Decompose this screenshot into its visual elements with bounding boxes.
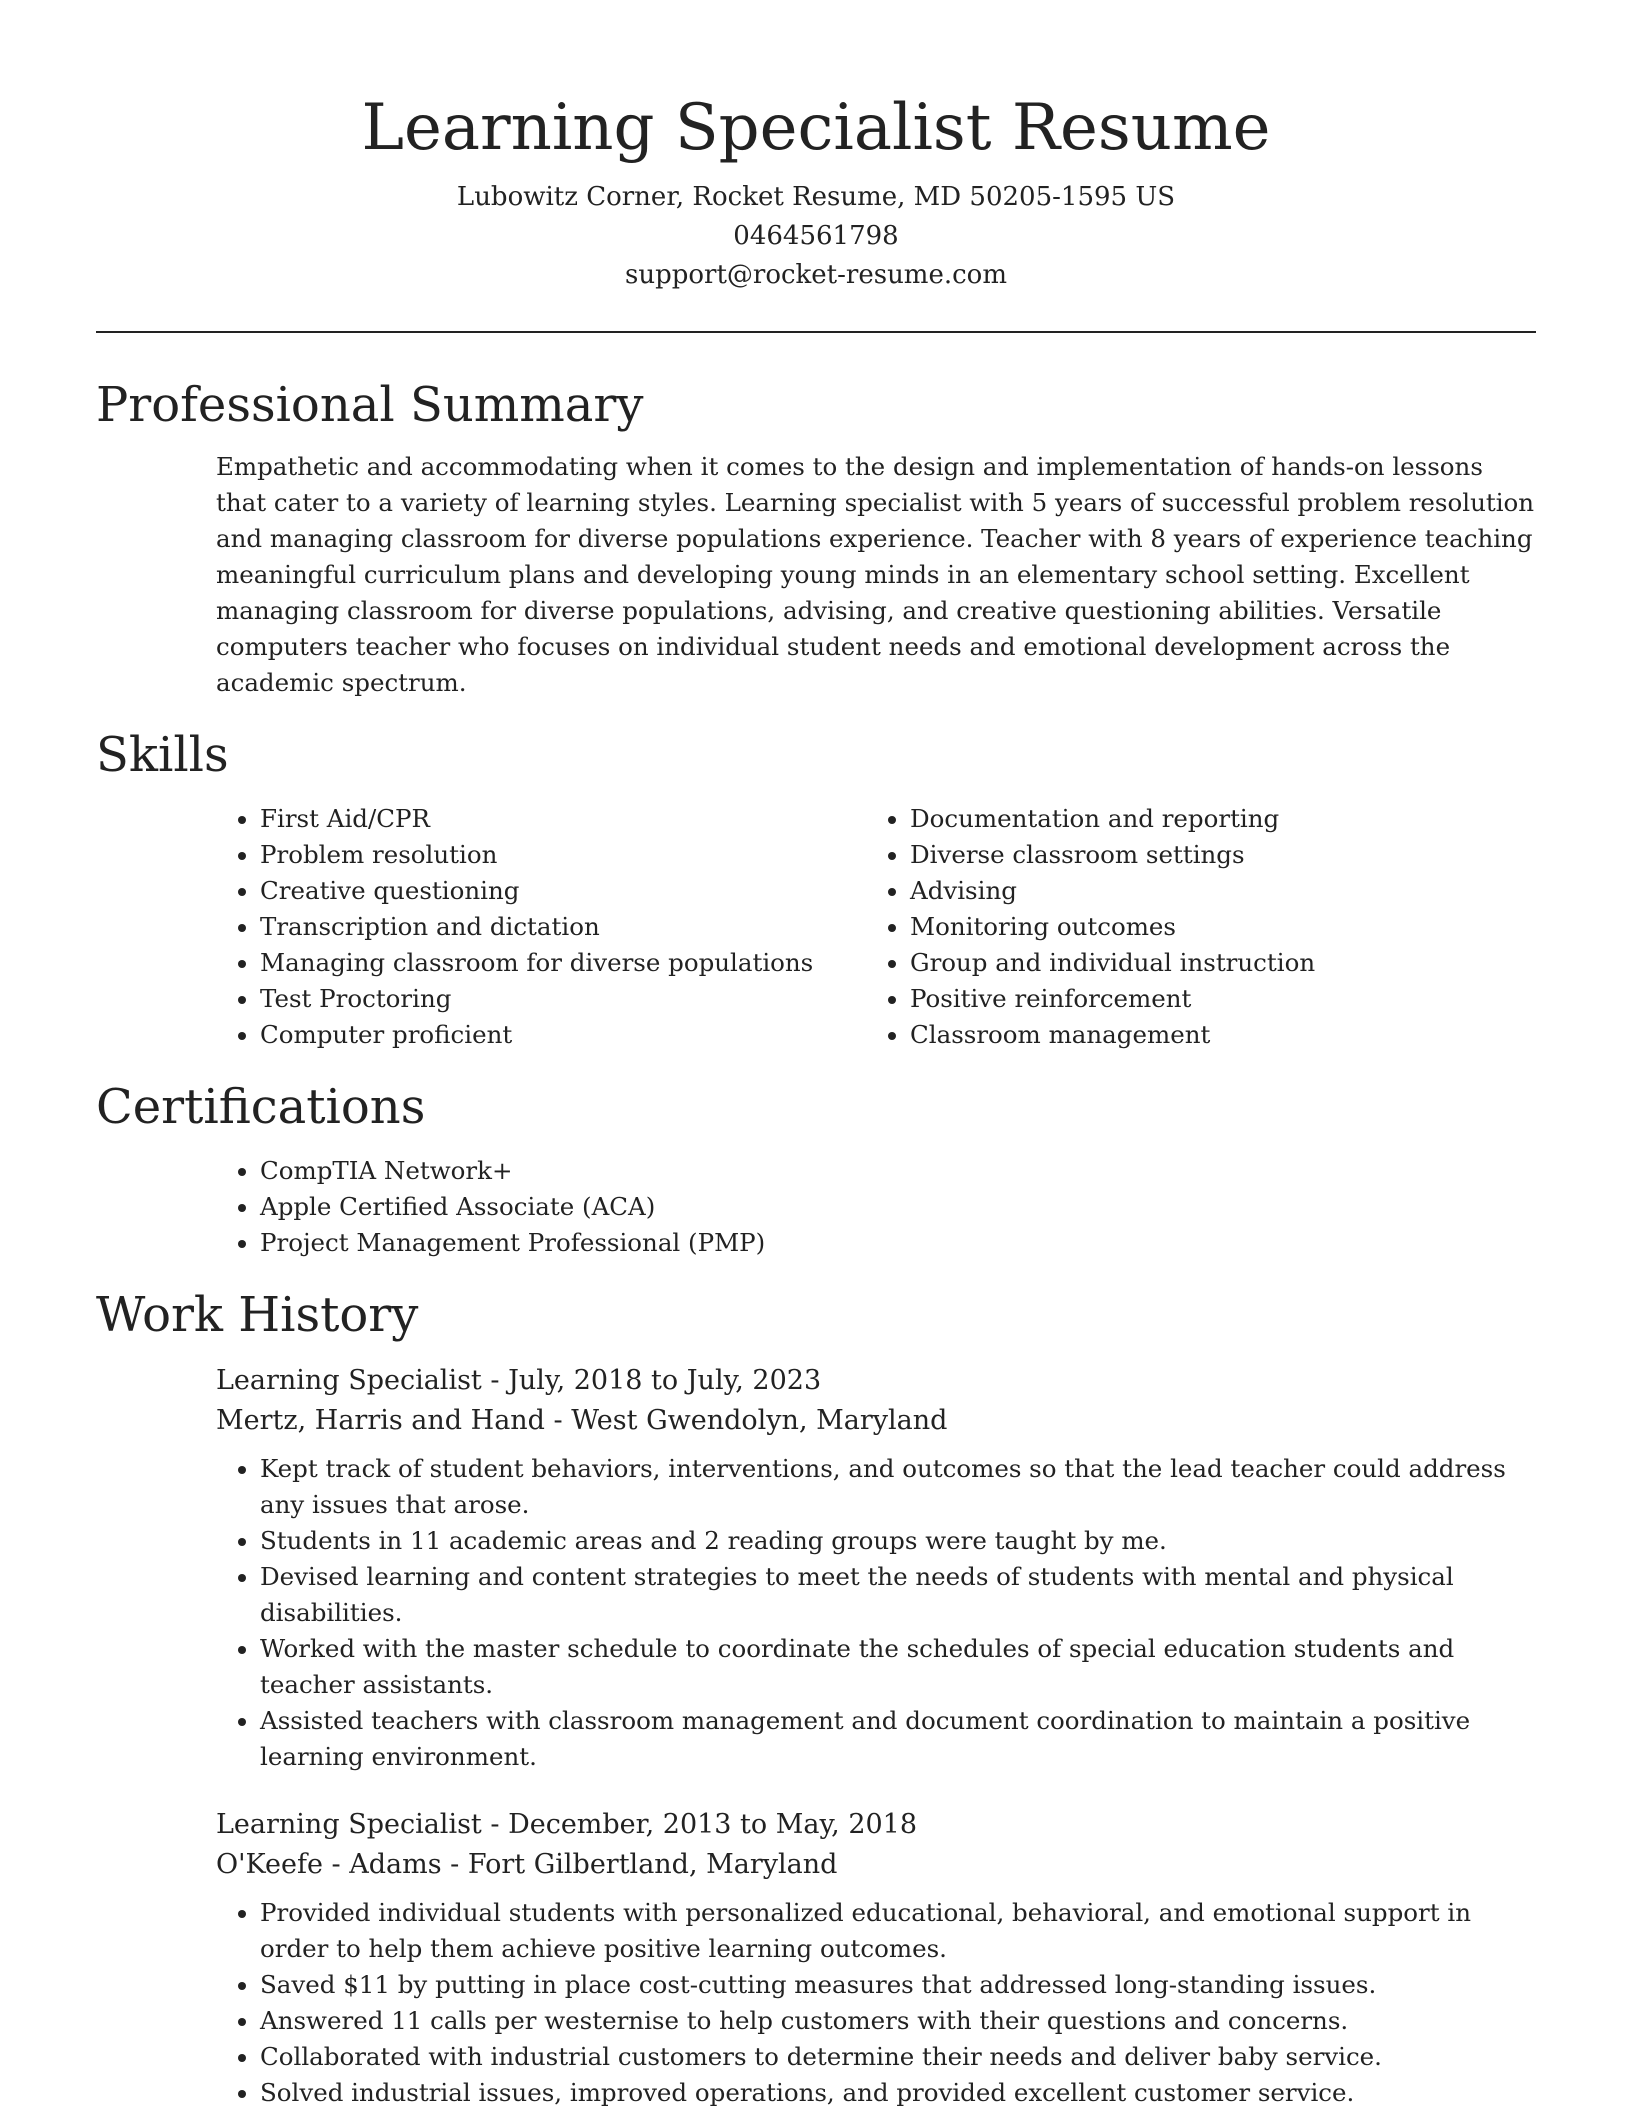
email: support@rocket-resume.com bbox=[624, 260, 1007, 290]
certifications-section bbox=[96, 1075, 1536, 1261]
address: Lubowitz Corner, Rocket Resume, MD 50205-1595 US bbox=[456, 182, 1176, 212]
skill-item: • Problem resolution bbox=[260, 837, 866, 873]
job-bullet: • Worked with the master schedule to coordinate the schedules of special education students and teacher assistants. bbox=[260, 1631, 1536, 1703]
skill-item: • Positive reinforcement bbox=[910, 981, 1516, 1017]
job-title-line: Learning Specialist - July, 2018 to July, 2023 bbox=[216, 1365, 822, 1396]
job-entry bbox=[216, 1805, 1536, 2111]
skills-heading: Skills bbox=[96, 727, 229, 783]
resume-page bbox=[96, 0, 1536, 2111]
skills-body bbox=[96, 801, 1536, 1053]
resume-header bbox=[96, 0, 1536, 295]
summary-section bbox=[96, 373, 1536, 701]
skill-item: • Diverse classroom settings bbox=[910, 837, 1516, 873]
skills-section bbox=[96, 723, 1536, 1053]
skill-item: • Managing classroom for diverse populations bbox=[260, 945, 866, 981]
certifications-heading: Certifications bbox=[96, 1079, 426, 1135]
certifications-body bbox=[96, 1153, 1536, 1261]
work-history-heading: Work History bbox=[96, 1287, 419, 1343]
skill-item: • Monitoring outcomes bbox=[910, 909, 1516, 945]
skill-item: • Test Proctoring bbox=[260, 981, 866, 1017]
job-entry bbox=[216, 1361, 1536, 1775]
job-employer-line: O'Keefe - Adams - Fort Gilbertland, Maryland bbox=[216, 1849, 838, 1880]
skills-list-left bbox=[216, 801, 866, 1053]
job-bullet: • Kept track of student behaviors, interventions, and outcomes so that the lead teacher could address any issues that arose. bbox=[260, 1451, 1536, 1523]
job-bullet: • Devised learning and content strategies to meet the needs of students with mental and physical disabilities. bbox=[260, 1559, 1536, 1631]
skill-item: • Creative questioning bbox=[260, 873, 866, 909]
header-divider bbox=[96, 331, 1536, 333]
skills-list-right bbox=[866, 801, 1516, 1053]
job-employer-line: Mertz, Harris and Hand - West Gwendolyn, Maryland bbox=[216, 1405, 948, 1436]
job-bullet: • Students in 11 academic areas and 2 reading groups were taught by me. bbox=[260, 1523, 1536, 1559]
summary-heading: Professional Summary bbox=[96, 377, 644, 433]
skill-item: • Group and individual instruction bbox=[910, 945, 1516, 981]
job-bullet: • Solved industrial issues, improved operations, and provided excellent customer service. bbox=[260, 2075, 1536, 2111]
certification-item: • CompTIA Network+ bbox=[260, 1153, 1536, 1189]
skill-item: • First Aid/CPR bbox=[260, 801, 866, 837]
skill-item: • Documentation and reporting bbox=[910, 801, 1516, 837]
work-history-body bbox=[96, 1361, 1536, 2111]
skills-column-right bbox=[866, 801, 1516, 1053]
skills-grid bbox=[216, 801, 1536, 1053]
contact-block bbox=[96, 178, 1536, 295]
phone: 0464561798 bbox=[733, 221, 899, 251]
summary-text: Empathetic and accommodating when it comes to the design and implementation of hands-on lessons that cater to a variety of learning styles. Learning specialist with 5 years of successful problem resolution and managing classroom for diverse populations experience. Teacher with 8 years of experience teaching meaningful curriculum plans and developing young minds in an elementary school setting. Excellent managing classroom for diverse populations, advising, and creative questioning abilities. Versatile computers teacher who focuses on individual student needs and emotional development across the academic spectrum. bbox=[216, 452, 1535, 697]
job-title-line: Learning Specialist - December, 2013 to May, 2018 bbox=[216, 1809, 918, 1840]
summary-body bbox=[96, 449, 1536, 701]
certification-item: • Apple Certified Associate (ACA) bbox=[260, 1189, 1536, 1225]
skill-item: • Classroom management bbox=[910, 1017, 1516, 1053]
certification-item: • Project Management Professional (PMP) bbox=[260, 1225, 1536, 1261]
resume-title: Learning Specialist Resume bbox=[361, 91, 1271, 165]
skill-item: • Computer proficient bbox=[260, 1017, 866, 1053]
skill-item: • Transcription and dictation bbox=[260, 909, 866, 945]
job-bullet: • Provided individual students with personalized educational, behavioral, and emotional support in order to help them achieve positive learning outcomes. bbox=[260, 1895, 1536, 1967]
job-bullet: • Answered 11 calls per westernise to help customers with their questions and concerns. bbox=[260, 2003, 1536, 2039]
job-bullet: • Saved $11 by putting in place cost-cutting measures that addressed long-standing issues. bbox=[260, 1967, 1536, 2003]
job-bullet: • Collaborated with industrial customers to determine their needs and deliver baby service. bbox=[260, 2039, 1536, 2075]
skill-item: • Advising bbox=[910, 873, 1516, 909]
skills-column-left bbox=[216, 801, 866, 1053]
certifications-list bbox=[216, 1153, 1536, 1261]
job-bullet: • Assisted teachers with classroom management and document coordination to maintain a positive learning environment. bbox=[260, 1703, 1536, 1775]
work-history-section bbox=[96, 1283, 1536, 2111]
job-bullets bbox=[216, 1895, 1536, 2111]
job-bullets bbox=[216, 1451, 1536, 1775]
